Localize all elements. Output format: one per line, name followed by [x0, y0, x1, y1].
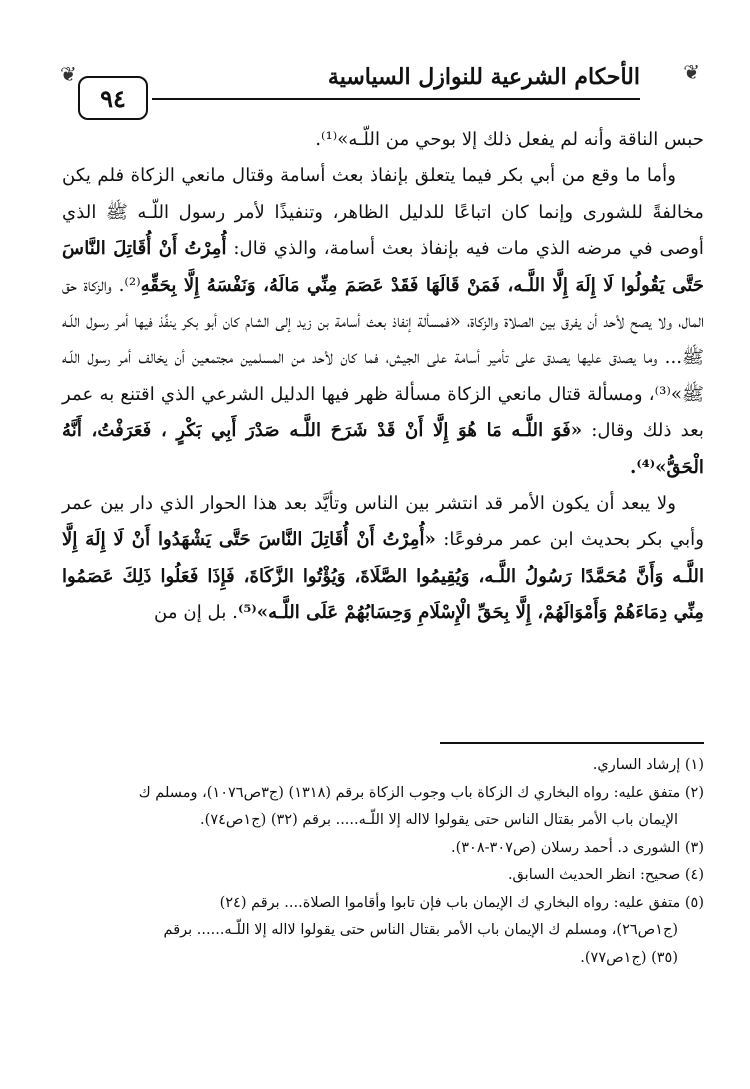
paragraph-2-body: ⁽²⁾. والزكاة حق المال، ولا يصح لأحد أن يفرق بين الصلاة والزكاة، «فمسألة إنفاذ بعث أسامة بن زيد إلى الشام كان أبو بكر ينفِّذ فيها أمر رسول اللّـه ﷺ... وما يصدق عليها يصدق على تأمير أسامة على الجيش، فما كان لأحد من المسلمين مجتمعين أن يخالف أمر رسول اللّـه ﷺ»⁽³⁾، ومسألة قتال مانعي الزكاة مسألة ظهر فيها الدليل الشرعي الذي اقتنع به عمر بعد ذلك وقال:	[62, 274, 704, 442]
page-number: ٩٤	[78, 76, 148, 120]
footnote-3: (٣) الشورى د. أحمد رسلان (ص٣٠٧-٣٠٨).	[450, 839, 704, 856]
paragraph-2-intro: وأما ما وقع من أبي بكر فيما يتعلق بإنفاذ بعث أسامة وقتال مانعي الزكاة فلم يكن مخالفةً للشورى وإنما كان اتباعًا للدليل الظاهر، وتنفيذًا لأمر رسول اللّـه ﷺ الذي أوصى في مرضه الذي مات فيه بإنفاذ بعث أسامة، والذي قال:	[62, 165, 704, 260]
paragraph-2	[62, 158, 704, 486]
footnote-5-continued-2: (٣٥) (ج١ص٧٧).	[580, 949, 678, 966]
paragraph-1: حبس الناقة وأنه لم يفعل ذلك إلا بوحي من اللّـه»⁽¹⁾.	[315, 129, 704, 150]
footnote-4: (٤) صحيح: انظر الحديث السابق.	[507, 867, 704, 883]
hadith-quote-1: أُمِرْتُ أَنْ أُقَاتِلَ النَّاسَ حَتَّى يَقُولُوا لَا إِلَهَ إِلَّا اللَّـه، فَمَنْ قَالَهَا فَقَدْ عَصَمَ مِنِّي مَالَهُ، وَنَفْسَهُ إِلَّا بِحَقِّهِ	[62, 238, 704, 296]
footnote-5-continued: (ج١ص٢٦)، ومسلم ك الإيمان باب الأمر بقتال الناس حتى يقولوا لااله إلا اللّـه...... برقم	[163, 922, 678, 938]
umar-quote: «فَوَ اللَّـه مَا هُوَ إِلَّا أَنْ قَدْ شَرَحَ اللَّـه صَدْرَ أَبِي بَكْرٍ ، فَعَرَفْتُ، أَنَّهُ الْحَقُّ»⁽⁴⁾.	[62, 420, 704, 478]
page-header	[60, 56, 700, 118]
footnote-divider	[440, 742, 704, 744]
running-title: الأحكام الشرعية للنوازل السياسية	[152, 64, 640, 100]
paragraph-3-intro: ولا يبعد أن يكون الأمر قد انتشر بين الناس وتأيَّد بعد هذا الحوار الذي دار بين عمر وأبي بكر بحديث ابن عمر مرفوعًا:	[62, 493, 704, 551]
footnote-2: (٢) متفق عليه: رواه البخاري ك الزكاة باب وجوب الزكاة برقم (١٣١٨) (ج٣ص١٠٧٦)، ومسلم ك	[138, 784, 704, 801]
hadith-quote-2: «أُمِرْتُ أَنْ أُقَاتِلَ النَّاسَ حَتَّى يَشْهَدُوا أَنْ لَا إِلَهَ إِلَّا اللَّـه وَأَنَّ مُحَمَّدًا رَسُولُ اللَّـه، وَيُقِيمُوا الصَّلَاةَ، وَيُؤْتُوا الزَّكَاةَ، فَإِذَا فَعَلُوا ذَلِكَ عَصَمُوا مِنِّي دِمَاءَهُمْ وَأَمْوَالَهُمْ، إِلَّا بِحَقِّ الْإِسْلَامِ وَحِسَابُهُمْ عَلَى اللَّـه»⁽⁵⁾	[62, 529, 704, 624]
footnote-2-continued: الإيمان باب الأمر بقتال الناس حتى يقولوا لااله إلا اللّـه..... برقم (٣٢) (ج١ص٧٤).	[200, 812, 678, 828]
footnotes	[62, 752, 704, 972]
main-text	[62, 122, 704, 632]
paragraph-3	[62, 486, 704, 632]
ornament-left-icon: ❦	[60, 62, 77, 86]
footnote-1: (١) إرشاد الساري.	[592, 757, 704, 773]
ornament-right-icon: ❦	[683, 60, 700, 84]
paragraph-3-end: . بل إن من	[154, 602, 238, 624]
footnote-5: (٥) متفق عليه: رواه البخاري ك الإيمان باب فإن تابوا وأقاموا الصلاة.... برقم (٢٤)	[219, 894, 704, 911]
